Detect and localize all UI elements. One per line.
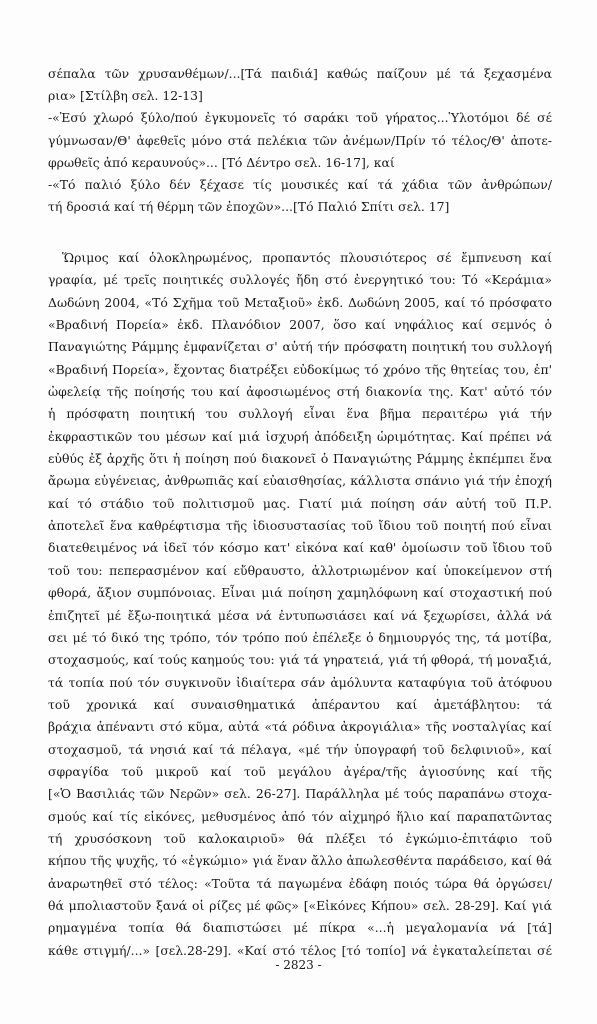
body-line: ἀναρωτηθεῖ στό τέλος: «Τοῦτα τά παγωμένα ἐδάφη ποιός τώρα θά ὀργώσει/ — [48, 875, 552, 891]
body-line: κάθε στιγμή/...» [σελ.28-29]. «Καί στό τέλος [τό τοπίο] νά ἐγκαταλείπεται σέ — [48, 942, 552, 958]
quote-line: γύμνωσαν/Θ' ἀφεθεῖς μόνο στά πελέκια τῶν ἀνέμων/Πρίν τό τέλος/Θ' ἀποτε- — [48, 132, 552, 148]
quotations-block — [48, 63, 552, 218]
body-line: θά μπολιαστοῦν ξανά οἱ ρίζες μέ φῶς» [«Εἰκόνες Κήπου» σελ. 28-29]. Καί γιά — [48, 897, 552, 913]
body-line: εὐθύς ἐξ ἀρχῆς ὅτι ἡ ποίηση πού διακονεῖ ὁ Παναγιώτης Ράμμης ἐκπέμπει ἕνα — [48, 451, 552, 467]
body-line: τοῦ του: πεπερασμένον καί εὔθραυστο, ἀλλοτριωμένον καί ὑποκείμενον στή — [48, 562, 552, 578]
body-line: τοῦ χρονικά καί συναισθηματικά ἀπέραντου καί ἀμετάβλητου: τά — [48, 696, 552, 712]
body-line: ἐπιζητεῖ μέ ἔξω-ποιητικά μέσα νά ἐντυπωσιάσει καί νά ξεχωρίσει, ἀλλά νά — [48, 607, 552, 623]
quote-line: -«Ἐσύ χλωρό ξύλο/πού ἐγκυμονεῖς τό σαράκι τοῦ γήρατος...Ὑλοτόμοι δέ σέ — [48, 110, 552, 126]
quote-line: τή δροσιά καί τή θέρμη τῶν ἐποχῶν»...[Τό Παλιό Σπίτι σελ. 17] — [48, 199, 450, 215]
body-line: [«Ὁ Βασιλιάς τῶν Νερῶν» σελ. 26-27]. Παράλληλα μέ τούς παραπάνω στοχα- — [48, 786, 552, 802]
body-line: ὠφελείᾳ τῆς ποίησής του καί ἀφοσιωμένος στή διακονία της. Κατ' αὐτό τόν — [48, 384, 552, 400]
quote-line: σέπαλα τῶν χρυσανθέμων/...[Τά παιδιά] καθώς παίζουν μέ τά ξεχασμένα — [48, 66, 552, 81]
body-line: σφραγίδα τοῦ μικροῦ καί τοῦ μεγάλου ἀγέρα/τῆς ἁγιοσύνης καί τῆς — [48, 763, 552, 779]
body-line: «Βραδινή Πορεία», ἔχοντας διατρέξει εὐδοκίμως τό χρόνο τῆς θητείας του, ἐπ' — [48, 361, 552, 377]
body-line: στοχασμούς, καί τούς καημούς του: γιά τά γηρατειά, γιά τή φθορά, τή μοναξιά, — [48, 652, 552, 668]
body-line: τά τοπία πού τόν συγκινοῦν ἰδιαίτερα σάν ἀμόλυντα καταφύγια τοῦ ἀτόφυου — [48, 674, 552, 690]
body-line: ἄρωμα εὐγένειας, ἀνθρωπιᾶς καί εὐαισθησίας, κάλλιστα σπάνιο γιά τήν ἐποχή — [48, 473, 552, 489]
body-line: κήπου τῆς ψυχῆς, τό «ἐγκώμιο» γιά ἕναν ἄλλο ἀπωλεσθέντα παράδεισο, καί θά — [48, 853, 552, 869]
body-line: Παναγιώτης Ράμμης ἐμφανίζεται σ' αὐτή τήν πρόσφατη ποιητική του συλλογή — [48, 339, 552, 355]
body-line: βράχια ἀπέναντι στό κῦμα, αὐτά «τά ρόδινα ἀκρογιάλια» τῆς νοσταλγίας καί — [48, 719, 552, 735]
body-line: ἡ πρόσφατη ποιητική του συλλογή εἶναι ἕνα βῆμα περαιτέρω γιά τήν — [48, 406, 552, 422]
body-line: καί τό στάδιο τοῦ πολιτισμοῦ μας. Γιατί μιά ποίηση σάν αὐτή τοῦ Π.Ρ. — [48, 495, 552, 511]
quote-line: -«Τό παλιό ξύλο δέν ξέχασε τίς μουσικές καί τά χάδια τῶν ἀνθρώπων/ — [48, 176, 552, 192]
body-line: σμούς καί τίς εἰκόνες, μεθυσμένος ἀπό τόν αἰχμηρό ἥλιο καί παραπατῶντας — [48, 808, 552, 824]
body-line: «Βραδινή Πορεία» ἐκδ. Πλανόδιον 2007, ὅσο καί νηφάλιος καί σεμνός ὁ — [48, 317, 552, 333]
body-line: Δωδώνη 2004, «Τό Σχῆμα τοῦ Μεταξιοῦ» ἐκδ. Δωδώνη 2005, καί τό πρόσφατο — [48, 294, 552, 310]
body-line: στοχασμοῦ, τά νησιά καί τά πέλαγα, «μέ τήν ὑπογραφή τοῦ δελφινιοῦ», καί — [48, 741, 552, 757]
body-paragraph — [48, 247, 552, 962]
quote-line: φρωθεῖς ἀπό κεραυνούς»... [Τό Δέντρο σελ. 16-17], καί — [48, 154, 395, 170]
body-line: ρημαγμένα τοπία θά διαπιστώσει μέ πίκρα «...ἡ μεγαλομανία νά [τά] — [48, 920, 552, 936]
body-line: σει μέ τό δικό της τρόπο, τόν τρόπο πού ἐπέλεξε ὁ δημιουργός της, τά μοτίβα, — [48, 629, 552, 645]
body-line: τή χρυσόσκονη τοῦ καλοκαιριοῦ» θά πλέξει τό ἐγκώμιο-ἐπιτάφιο τοῦ — [48, 830, 552, 846]
body-line: ἀποτελεῖ ἕνα καθρέφτισμα τῆς ἰδιοσυστασίας τοῦ ἴδιου τοῦ ποιητή πού εἶναι — [48, 518, 552, 534]
body-line: ἐκφραστικῶν του μέσων καί μιά ἰσχυρή ἀπόδειξη ὡριμότητας. Καί πρέπει νά — [48, 428, 552, 444]
page-number: - 2823 - — [275, 958, 322, 972]
body-line: γραφία, μέ τρεῖς ποιητικές συλλογές ἤδη στό ἐνεργητικό του: Τό «Κεράμια» — [48, 272, 552, 288]
body-line: φθορά, ἄξιον συμπόνοιας. Εἶναι μιά ποίηση χαμηλόφωνη καί στοχαστική πού — [48, 585, 552, 601]
quote-line: ρια» [Στίλβη σελ. 12-13] — [48, 88, 203, 104]
body-line: διατεθειμένος νά ἰδεῖ τόν κόσμο κατ' εἰκόνα καί καθ' ὁμοίωσιν τοῦ ἴδιου τοῦ — [48, 540, 552, 556]
body-line: Ὥριμος καί ὁλοκληρωμένος, προπαντός πλουσιότερος σέ ἔμπνευση καί — [62, 250, 552, 265]
